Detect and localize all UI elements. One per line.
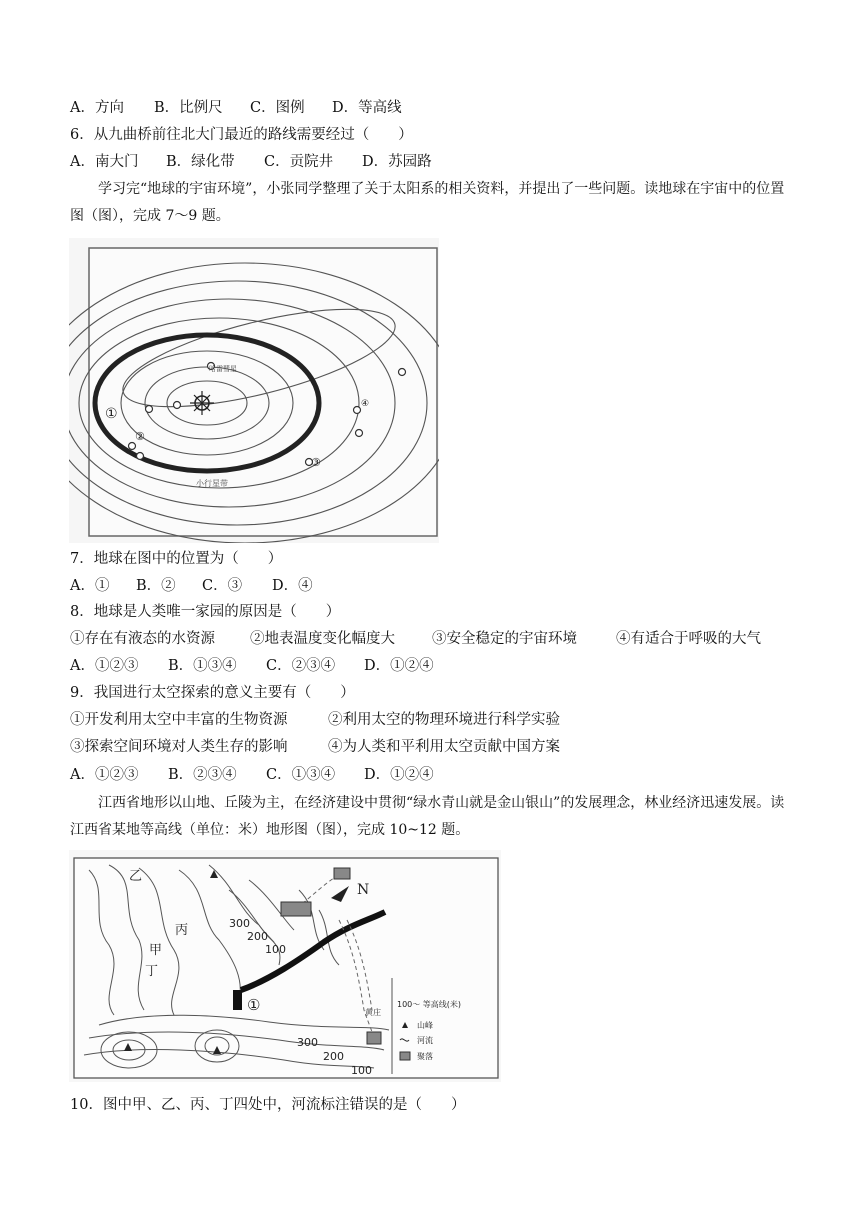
- q9-options: [70, 766, 434, 784]
- q5-option-b[interactable]: B．比例尺: [154, 100, 223, 116]
- svg-text:②: ②: [135, 430, 145, 443]
- q9-option-a[interactable]: A．①②③: [70, 767, 139, 783]
- passage-solar-system: 学习完“地球的宇宙环境”，小张同学整理了关于太阳系的相关资料，并提出了一些问题。读地球在宇宙中的位置图（图），完成 7～9 题。: [70, 181, 785, 224]
- q7-option-d[interactable]: D．④: [272, 578, 313, 594]
- solar-system-figure: [69, 238, 439, 543]
- q6-option-c[interactable]: C．贡院井: [264, 154, 334, 170]
- q6-option-d[interactable]: D．苏园路: [362, 154, 432, 170]
- q6-option-b[interactable]: B．绿化带: [166, 154, 235, 170]
- q8-statements: [70, 630, 761, 648]
- legend-settlement: 聚落: [417, 1052, 433, 1061]
- legend-contour: 100～ 等高线(米): [397, 1000, 462, 1009]
- q6-option-a[interactable]: A．南大门: [70, 154, 139, 170]
- label-ding: 丁: [145, 964, 159, 979]
- label-position-4: ④: [361, 399, 370, 409]
- legend-river: 河流: [417, 1036, 433, 1045]
- q9-option-b[interactable]: B．②③④: [168, 767, 237, 783]
- north-label: N: [357, 882, 370, 898]
- q7-option-c[interactable]: C．③: [202, 578, 243, 594]
- svg-text:小行星带: 小行星带: [196, 479, 228, 488]
- q8-statement-3: ③安全稳定的宇宙环境: [432, 631, 577, 647]
- q9-option-d[interactable]: D．①②④: [364, 767, 434, 783]
- dam-marker: [233, 990, 242, 1010]
- q5-option-d[interactable]: D．等高线: [332, 100, 402, 116]
- contour-label: 300: [297, 1036, 318, 1049]
- q7-option-a[interactable]: A．①: [70, 578, 110, 594]
- contour-label: 300: [229, 917, 250, 930]
- settlement-marker: [367, 1032, 381, 1044]
- q7-stem: 7．地球在图中的位置为（ ）: [70, 551, 283, 567]
- q8-statement-2: ②地表温度变化幅度大: [250, 631, 395, 647]
- q6-options: [70, 153, 432, 171]
- q9-statement-4: ④为人类和平利用太空贡献中国方案: [328, 739, 560, 755]
- passage-jiangxi: 江西省地形以山地、丘陵为主，在经济建设中贯彻“绿水青山就是金山银山”的发展理念，林业经济迅速发展。读江西省某地等高线（单位：米）地形图（图），完成 10~12 题。: [70, 795, 785, 838]
- q8-statement-1: ①存在有液态的水资源: [70, 631, 215, 647]
- label-bing: 丙: [175, 923, 189, 938]
- q5-options: [70, 99, 402, 117]
- legend-settlement-icon: [400, 1052, 410, 1060]
- q7-option-b[interactable]: B．②: [136, 578, 176, 594]
- q9-stem: 9．我国进行太空探索的意义主要有（ ）: [70, 685, 355, 701]
- q8-options: [70, 657, 434, 675]
- q7-options: [70, 577, 313, 595]
- q10-stem: 10．图中甲、乙、丙、丁四处中，河流标注错误的是（ ）: [70, 1097, 466, 1113]
- q8-option-c[interactable]: C．②③④: [266, 658, 336, 674]
- label-position-1: ①: [105, 406, 118, 422]
- settlement-marker: [281, 902, 311, 916]
- q9-statement-3: ③探索空间环境对人类生存的影响: [70, 739, 288, 755]
- label-yi: 乙: [129, 869, 143, 884]
- q9-statement-1: ①开发利用太空中丰富的生物资源: [70, 712, 288, 728]
- label-position-3: ③: [311, 456, 321, 469]
- contour-label: 200: [323, 1050, 344, 1063]
- contour-label: 100: [351, 1064, 372, 1077]
- q9-statements-row2: [70, 738, 560, 756]
- q8-statement-4: ④有适合于呼吸的大气: [616, 631, 761, 647]
- legend-peak: 山峰: [417, 1021, 433, 1030]
- contour-label: 200: [247, 930, 268, 943]
- q8-option-a[interactable]: A．①②③: [70, 658, 139, 674]
- label-jia: 甲: [149, 943, 163, 958]
- settlement-marker: [334, 868, 350, 879]
- svg-text:哈雷彗星: 哈雷彗星: [209, 365, 237, 373]
- q5-option-a[interactable]: A．方向: [70, 100, 124, 116]
- q8-option-d[interactable]: D．①②④: [364, 658, 434, 674]
- q5-option-c[interactable]: C．图例: [250, 100, 305, 116]
- q8-option-b[interactable]: B．①③④: [168, 658, 237, 674]
- q8-stem: 8．地球是人类唯一家园的原因是（ ）: [70, 604, 341, 620]
- label-huangzhuang: 黄庄: [365, 1008, 381, 1017]
- q9-statements-row1: [70, 711, 560, 729]
- q6-stem: 6．从九曲桥前往北大门最近的路线需要经过（ ）: [70, 127, 413, 143]
- q9-option-c[interactable]: C．①③④: [266, 767, 336, 783]
- contour-label: 100: [265, 943, 286, 956]
- q9-statement-2: ②利用太空的物理环境进行科学实验: [328, 712, 560, 728]
- label-circle-1: ①: [247, 996, 261, 1014]
- contour-map-figure: [69, 850, 501, 1082]
